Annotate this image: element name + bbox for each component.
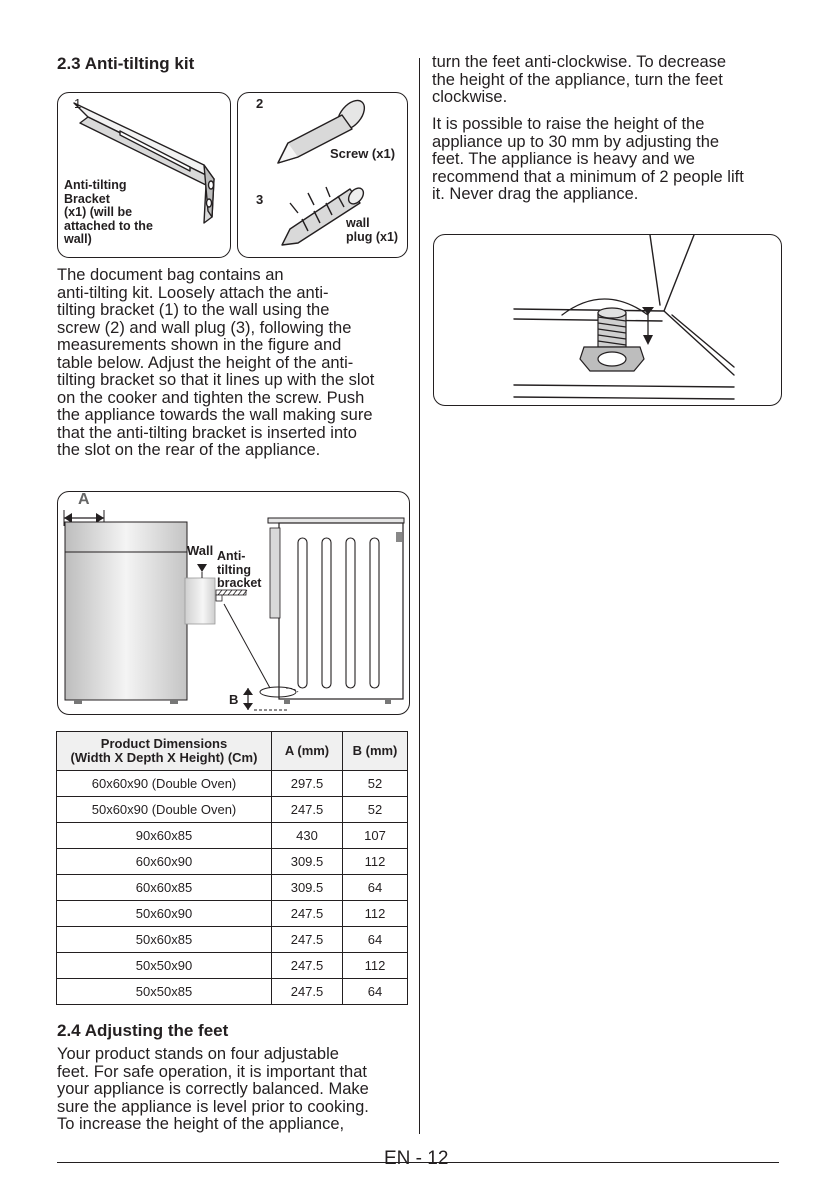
bracket-label-line: (x1) (will be <box>64 205 133 219</box>
text-line: It is possible to raise the height of the <box>432 115 705 133</box>
text-line: your appliance is correctly balanced. Make <box>57 1080 369 1098</box>
table-row <box>57 953 408 979</box>
text-line: tilting bracket (1) to the wall using the <box>57 301 330 319</box>
text-line: appliance up to 30 mm by adjusting the <box>432 132 720 151</box>
cell-dimensions: 60x60x90 <box>57 849 272 875</box>
cell-a: 247.5 <box>272 927 343 953</box>
table-row <box>57 797 408 823</box>
text-line: tilting bracket so that it lines up with the slot <box>57 371 375 389</box>
cell-b: 64 <box>343 927 408 953</box>
wall-plug-label-line: wall <box>346 216 370 230</box>
cell-a: 247.5 <box>272 901 343 927</box>
header-line: Product Dimensions <box>100 736 228 751</box>
text-line: turn the feet anti-clockwise. To decrease <box>432 53 727 71</box>
screw-label: Screw (x1) <box>330 146 396 161</box>
text-line: feet. The appliance is heavy and we <box>432 150 695 168</box>
text-line: screw (2) and wall plug (3), following the <box>57 318 352 337</box>
table-header-row <box>57 732 408 771</box>
text-line: recommend that a minimum of 2 people lift <box>432 167 744 186</box>
cell-a: 309.5 <box>272 875 343 901</box>
text-line: the height of the appliance, turn the feet <box>432 70 723 89</box>
cell-dimensions: 50x50x90 <box>57 953 272 979</box>
cell-dimensions: 50x60x85 <box>57 927 272 953</box>
dimension-b-label: B <box>229 692 239 707</box>
wall-plug-label <box>346 217 398 244</box>
cell-b: 52 <box>343 797 408 823</box>
text-line: measurements shown in the figure and <box>57 336 342 354</box>
adjusting-feet-instructions <box>57 1046 409 1134</box>
cell-b: 107 <box>343 823 408 849</box>
text-line: the appliance towards the wall making sure <box>57 406 373 424</box>
bracket-label-line: attached to the <box>64 218 153 233</box>
text-line: To increase the height of the appliance, <box>57 1115 345 1133</box>
kit-panel-bracket <box>57 92 231 258</box>
section-heading-anti-tilting-kit: 2.3 Anti-tilting kit <box>57 54 195 73</box>
table-row <box>57 927 408 953</box>
cell-dimensions: 50x60x90 (Double Oven) <box>57 797 272 823</box>
text-line: The document bag contains an <box>57 266 284 284</box>
kit-panel-number: 2 <box>256 96 264 111</box>
cell-a: 297.5 <box>272 771 343 797</box>
kit-panel-number: 3 <box>256 192 264 207</box>
cell-a: 247.5 <box>272 979 343 1005</box>
page-number: EN - 12 <box>384 1148 449 1169</box>
cell-b: 112 <box>343 953 408 979</box>
feet-direction-text <box>432 54 782 107</box>
cell-dimensions: 60x60x90 (Double Oven) <box>57 771 272 797</box>
kit-panel-number: 1 <box>74 96 82 111</box>
wall-label: Wall <box>187 543 214 558</box>
wall-plug-label-line: plug (x1) <box>346 229 399 244</box>
adjustable-foot-figure <box>433 234 782 406</box>
table-row <box>57 875 408 901</box>
text-line: it. Never drag the appliance. <box>432 185 639 203</box>
cell-b: 64 <box>343 979 408 1005</box>
section-heading-adjusting-feet: 2.4 Adjusting the feet <box>57 1021 229 1040</box>
header-line: (Width X Depth X Height) (Cm) <box>70 750 258 765</box>
text-line: Your product stands on four adjustable <box>57 1045 339 1063</box>
cell-dimensions: 90x60x85 <box>57 823 272 849</box>
header-product-dimensions <box>57 732 272 771</box>
text-line: on the cooker and tighten the screw. Push <box>57 388 365 407</box>
cell-a: 247.5 <box>272 953 343 979</box>
cell-dimensions: 60x60x85 <box>57 875 272 901</box>
kit-panel-screw-plug <box>237 92 408 258</box>
text-line: sure the appliance is level prior to cooking. <box>57 1097 369 1116</box>
bracket-label-line: Anti-tilting <box>64 178 127 192</box>
table-row <box>57 849 408 875</box>
product-dimensions-table <box>56 731 408 1005</box>
text-line: the slot on the rear of the appliance. <box>57 441 321 459</box>
text-line: table below. Adjust the height of the anti- <box>57 353 354 372</box>
bracket-label-line: Anti- <box>217 549 246 563</box>
table-row <box>57 979 408 1005</box>
dimension-a-label: A <box>78 491 90 508</box>
bracket-label <box>64 179 184 247</box>
table-row <box>57 901 408 927</box>
header-b-mm: B (mm) <box>343 732 408 771</box>
cell-a: 309.5 <box>272 849 343 875</box>
feet-height-text <box>432 116 782 204</box>
anti-tilting-bracket-label <box>217 550 261 591</box>
bracket-label-line: Bracket <box>64 191 110 206</box>
cell-b: 112 <box>343 849 408 875</box>
bracket-label-line: wall) <box>64 232 92 246</box>
cell-dimensions: 50x50x85 <box>57 979 272 1005</box>
cell-dimensions: 50x60x90 <box>57 901 272 927</box>
text-line: that the anti-tilting bracket is inserted into <box>57 423 357 442</box>
text-line: feet. For safe operation, it is important that <box>57 1062 367 1081</box>
cell-a: 430 <box>272 823 343 849</box>
table-row <box>57 771 408 797</box>
cell-b: 64 <box>343 875 408 901</box>
text-line: clockwise. <box>432 88 508 106</box>
cell-b: 112 <box>343 901 408 927</box>
anti-tilting-instructions <box>57 267 409 460</box>
installation-illustration <box>58 492 409 714</box>
bracket-label-line: bracket <box>217 576 262 590</box>
table-row <box>57 823 408 849</box>
installation-figure <box>57 491 410 715</box>
bracket-label-line: tilting <box>217 562 252 577</box>
adjustable-foot-illustration <box>434 235 781 405</box>
text-line: anti-tilting kit. Loosely attach the anti- <box>57 283 329 302</box>
column-divider <box>419 58 420 1134</box>
header-a-mm: A (mm) <box>272 732 343 771</box>
cell-a: 247.5 <box>272 797 343 823</box>
cell-b: 52 <box>343 771 408 797</box>
